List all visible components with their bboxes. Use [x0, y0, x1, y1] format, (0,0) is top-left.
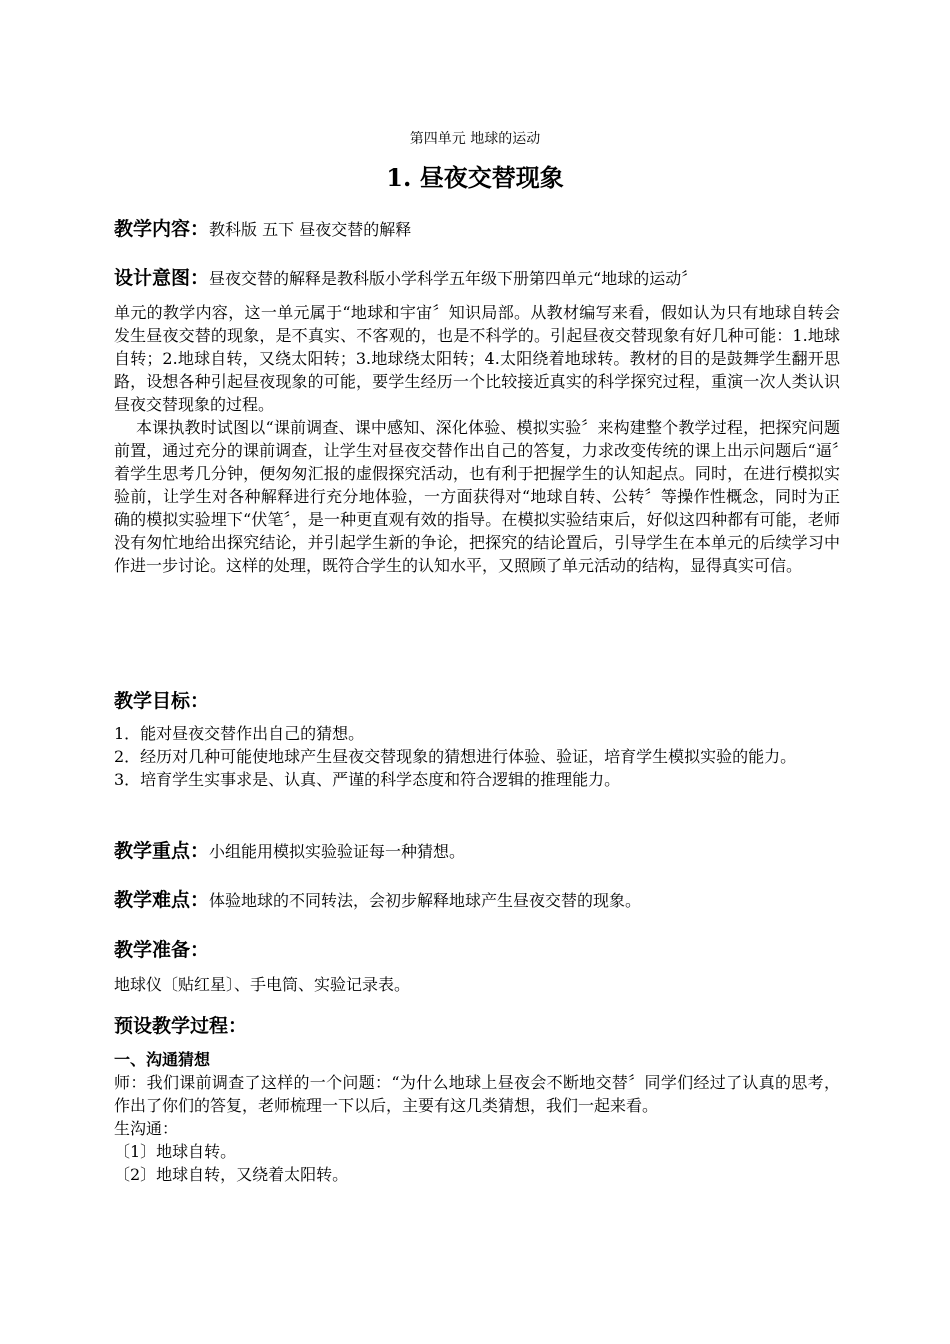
lesson-title: 1. 昼夜交替现象 [386, 163, 564, 192]
objectives-list [114, 722, 840, 791]
key-point-section [114, 836, 840, 863]
objective-item: 3．培育学生实事求是、认真、严谨的科学态度和符合逻辑的推理能力。 [114, 770, 621, 789]
key-point-text: 小组能用模拟实验验证每一种猜想。 [209, 842, 466, 861]
guess-item: 〔1〕地球自转。 [114, 1142, 237, 1161]
preparation-label: 教学准备： [114, 939, 210, 961]
difficulty-text: 体验地球的不同转法，会初步解释地球产生昼夜交替的现象。 [209, 891, 642, 910]
teaching-content-text: 教科版 五下 昼夜交替的解释 [209, 220, 412, 239]
student-label: 生沟通： [114, 1119, 179, 1138]
difficulty-label: 教学难点： [114, 889, 210, 911]
key-point-label: 教学重点： [114, 840, 210, 862]
objective-item: 1．能对昼夜交替作出自己的猜想。 [114, 724, 365, 743]
guess-item: 〔2〕地球自转，又绕着太阳转。 [114, 1165, 349, 1184]
teaching-content-label: 教学内容： [114, 218, 210, 240]
teaching-content-section [114, 214, 840, 241]
process-heading [114, 1011, 840, 1038]
teacher-dialogue: 师：我们课前调查了这样的一个问题：“为什么地球上昼夜会不断地交替〞同学们经过了认真的思考，作出了你们的答复，老师梳理一下以后，主要有这几类猜想，我们一起来看。 [114, 1073, 840, 1115]
process-body [114, 1048, 840, 1186]
preparation-body [114, 973, 840, 996]
design-intent-paragraph-2: 本课执教时试图以“课前调查、课中感知、深化体验、模拟实验〞来构建整个教学过程，把探究问题前置，通过充分的课前调查，让学生对昼夜交替作出自己的答复，力求改变传统的课上出示问题后“逼〞着学生思考几分钟，便匆匆汇报的虚假探究活动，也有利于把握学生的认知起点。同时，在进行模拟实验前，让学生对各种解释进行充分地体验，一方面获得对“地球自转、公转〞等操作性概念，同时为正确的模拟实验埋下“伏笔〞，是一种更直观有效的指导。在模拟实验结束后，好似这四种都有可能，老师没有匆忙地给出探究结论，并引起学生新的争论，把探究的结论置后，引导学生在本单元的后续学习中作进一步讨论。这样的处理，既符合学生的认知水平，又照顾了单元活动的结构，显得真实可信。 [114, 418, 840, 575]
process-label: 预设教学过程： [114, 1015, 248, 1037]
objectives-heading [114, 686, 840, 713]
design-intent-first-line: 昼夜交替的解释是教科版小学科学五年级下册第四单元“地球的运动〞 [209, 269, 698, 288]
unit-title: 第四单元 地球的运动 [409, 131, 541, 147]
preparation-heading [114, 935, 840, 962]
objectives-label: 教学目标： [114, 690, 210, 712]
design-intent-heading-line [114, 263, 840, 290]
objective-item: 2．经历对几种可能使地球产生昼夜交替现象的猜想进行体验、验证，培育学生模拟实验的能力。 [114, 747, 797, 766]
difficulty-section [114, 885, 840, 912]
design-intent-paragraph-1: 单元的教学内容，这一单元属于“地球和宇宙〞知识局部。从教材编写来看，假如认为只有地球自转会发生昼夜交替的现象，是不真实、不客观的，也是不科学的。引起昼夜交替现象有好几种可能：1.地球自转；2.地球自转，又绕太阳转；3.地球绕太阳转；4.太阳绕着地球转。教材的目的是鼓舞学生翻开思路，设想各种引起昼夜现象的可能，要学生经历一个比较接近真实的科学探究过程，重演一次人类认识昼夜交替现象的过程。 [114, 303, 840, 414]
design-intent-body [114, 301, 840, 577]
section-1-title: 一、沟通猜想 [114, 1050, 211, 1069]
design-intent-label: 设计意图： [114, 267, 210, 289]
preparation-text: 地球仪〔贴红星〕、手电筒、实验记录表。 [114, 975, 411, 994]
